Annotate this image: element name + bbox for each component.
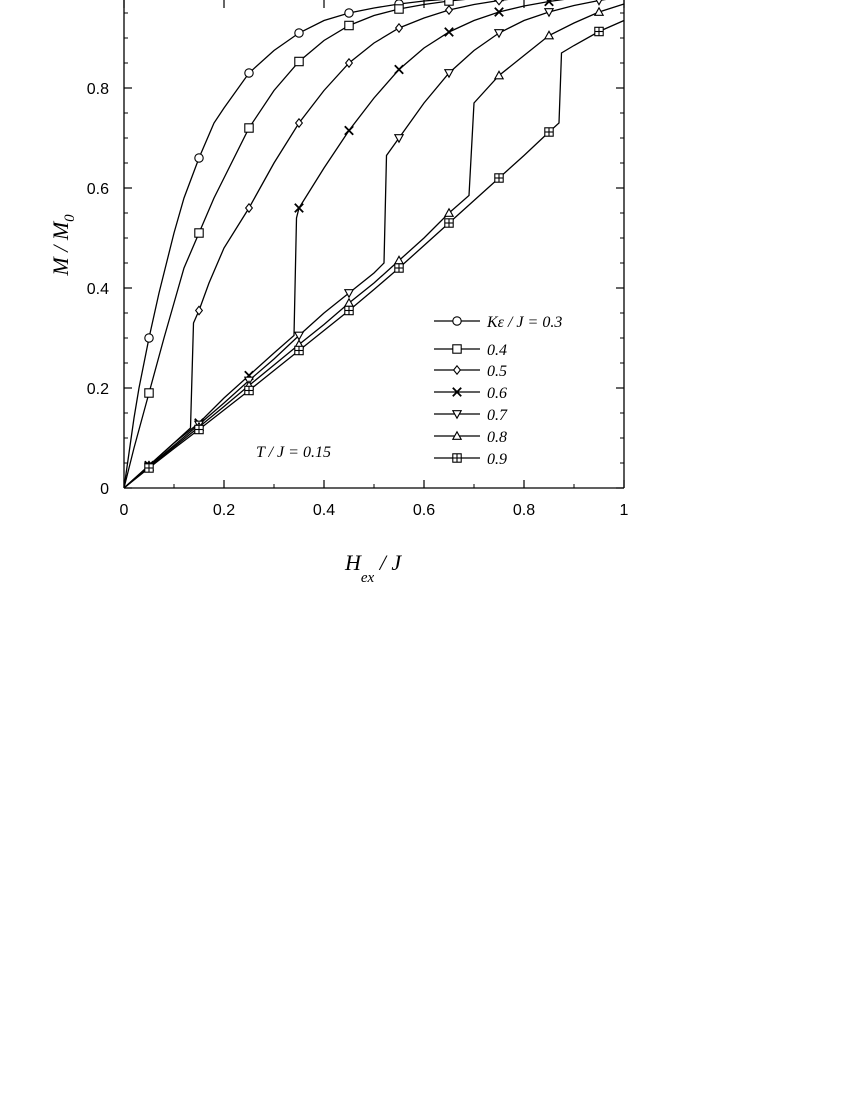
data-point-0.3 [145,334,153,342]
data-point-0.5 [396,24,403,32]
legend-marker-0.3 [453,317,461,325]
legend-label-0.3: Kε / J = 0.3 [487,314,563,331]
x-tick-label: 0.8 [512,502,536,519]
y-axis-label: M / $M_0$ [48,214,78,276]
legend-marker-0.4 [453,345,461,353]
y-tick-label: 0 [100,481,109,498]
data-point-0.9 [145,464,153,472]
legend-label-0.6: 0.6 [487,385,507,402]
data-point-0.5 [196,306,203,314]
series-line-0.7 [124,0,624,488]
data-point-0.4 [145,389,153,397]
series-line-0.3 [124,0,624,488]
x-tick-label: 0.4 [312,502,336,519]
data-point-0.6 [495,8,503,16]
y-axis-label-subscript: 0 [62,214,78,222]
x-axis-label: $H_{ex}$ / J [345,550,402,586]
x-axis-label-subscript: ex [360,570,375,586]
data-point-0.5 [446,6,453,14]
data-point-0.6 [345,126,353,134]
series-line-0.8 [124,4,624,488]
data-point-0.3 [295,29,303,37]
data-point-0.9 [195,425,203,433]
y-tick-label: 0.6 [86,181,109,198]
data-point-0.9 [245,386,253,394]
series-layer [124,0,624,488]
data-point-0.9 [345,306,353,314]
temperature-annotation: T / J = 0.15 [256,444,331,461]
marker-layer [145,0,603,472]
data-point-0.5 [496,0,503,5]
data-point-0.4 [245,124,253,132]
data-point-0.9 [545,128,553,136]
x-tick-label: 1 [619,502,629,519]
data-point-0.3 [345,9,353,17]
data-point-0.3 [245,69,253,77]
data-point-0.4 [345,21,353,29]
y-tick-label: 0.2 [86,381,109,398]
data-point-0.9 [445,219,453,227]
data-point-0.9 [595,27,603,35]
series-line-0.5 [124,0,624,488]
legend-marker-0.5 [454,366,461,374]
data-point-0.6 [295,204,303,212]
data-point-0.3 [195,154,203,162]
data-point-0.9 [395,264,403,272]
legend-label-0.7: 0.7 [487,407,507,424]
data-point-0.4 [395,5,403,13]
x-tick-label: 0 [119,502,129,519]
legend-marker-0.9 [453,454,461,462]
data-point-0.4 [445,0,453,5]
data-point-0.9 [295,346,303,354]
legend-label-0.8: 0.8 [487,429,507,446]
legend-label-0.4: 0.4 [487,342,507,359]
data-point-0.9 [495,174,503,182]
legend-label-0.9: 0.9 [487,451,507,468]
data-point-0.4 [295,57,303,65]
legend-label-0.5: 0.5 [487,363,507,380]
x-tick-label: 0.2 [212,502,236,519]
legend [434,314,562,468]
series-line-0.4 [124,0,624,488]
y-tick-label: 0.8 [86,81,109,98]
x-tick-label: 0.6 [412,502,436,519]
data-point-0.6 [445,28,453,36]
data-point-0.6 [395,65,403,73]
y-tick-label: 0.4 [86,281,109,298]
data-point-0.4 [195,229,203,237]
tick-layer [124,0,624,488]
series-line-0.9 [124,21,624,489]
data-point-0.7 [495,30,503,38]
data-point-0.8 [545,31,553,39]
series-line-0.6 [124,0,624,488]
